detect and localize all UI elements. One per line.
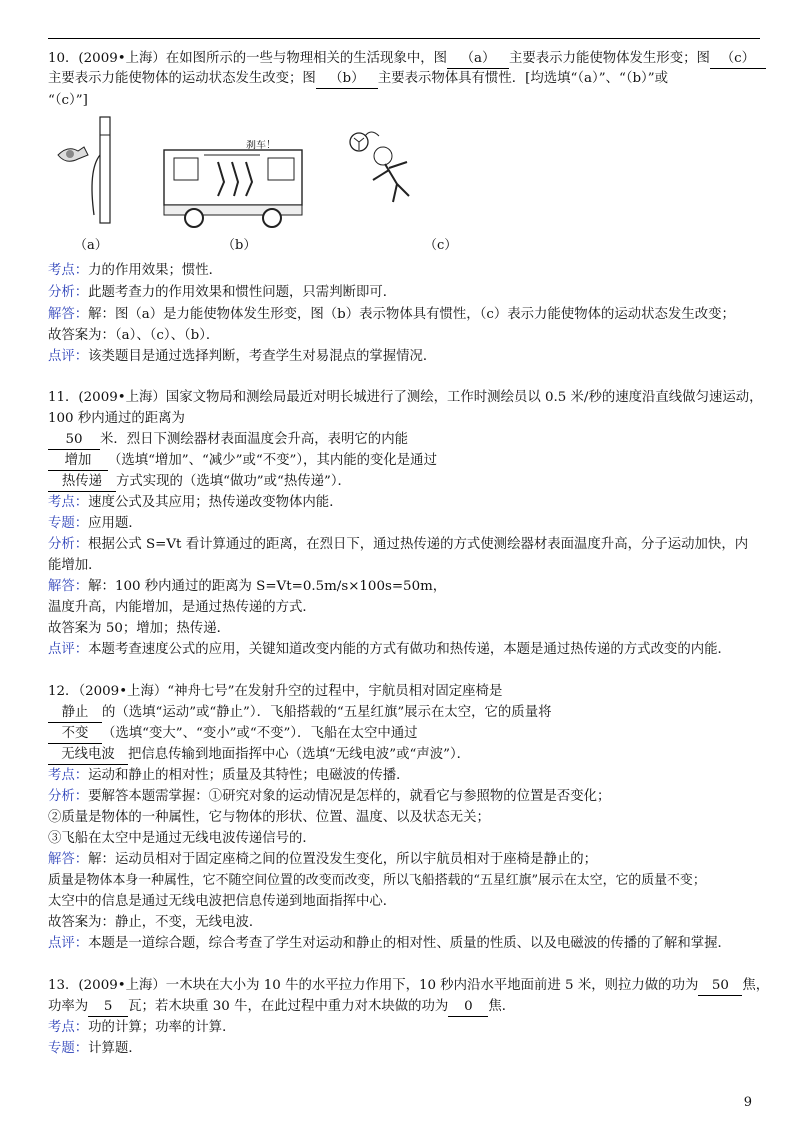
q11-dianping: 点评：本题考查速度公式的应用，关键知道改变内能的方式有做功和热传递，本题是通过热传递的方式改变的内能． [48, 642, 731, 657]
q11-zhuanti: 专题：应用题． [48, 516, 142, 531]
q10-fenxi: 分析：此题考查力的作用效果和惯性问题，只需判断即可． [48, 285, 397, 300]
q12-fenxi-cont2: ③飞船在太空中是通过无线电波传递信号的． [48, 831, 316, 846]
q12-kaodian: 考点：运动和静止的相对性；质量及其特性；电磁波的传播． [48, 768, 410, 783]
answer-blank: （c） [710, 50, 766, 69]
q12-fenxi: 分析：要解答本题需掌握：①研究对象的运动情况是怎样的，就看它与参照物的位置是否变化； [48, 789, 611, 804]
q12-line4: 无线电波 把信息传输到地面指挥中心（选填“无线电波”或“声波”）． [48, 746, 470, 765]
q11-line3: 50 米．烈日下测绘器材表面温度会升高，表明它的内能 [48, 431, 408, 450]
answer-blank: 静止 [48, 704, 102, 723]
top-rule [48, 38, 760, 39]
q12-jieda: 解答：解：运动员相对于固定座椅之间的位置没发生变化，所以宇航员相对于座椅是静止的； [48, 852, 598, 867]
q11-kaodian: 考点：速度公式及其应用；热传递改变物体内能． [48, 495, 343, 510]
q12-answer: 故答案为：静止，不变，无线电波． [48, 915, 263, 930]
q10-line2: 主要表示力能使物体的运动状态发生改变；图 （b） 主要表示物体具有惯性．[均选填“（a）”、“（b）”或 [48, 70, 668, 89]
answer-blank: 增加 [48, 452, 108, 471]
q11-fenxi-cont: 能增加． [48, 558, 102, 573]
q11-line1: 11．(2009•上海）国家文物局和测绘局最近对明长城进行了测绘，工作时测绘员以 0.5 米/秒的速度沿直线做匀速运动， [48, 390, 763, 405]
answer-blank: （b） [316, 70, 378, 89]
q11-jieda: 解答：解：100 秒内通过的距离为 S=Vt=0.5m/s×100s=50m， [48, 579, 447, 594]
q13-kaodian: 考点：功的计算；功率的计算． [48, 1020, 236, 1035]
q11-line2: 100 秒内通过的距离为 [48, 411, 185, 426]
figure-c-heading-ball-image [345, 118, 445, 218]
answer-blank: 5 [88, 998, 128, 1017]
figure-a-label: （a） [74, 238, 108, 253]
answer-blank: 无线电波 [48, 746, 128, 765]
q11-line4: 增加 （选填“增加”、“减少”或“不变”），其内能的变化是通过 [48, 452, 437, 471]
answer-blank: 50 [698, 977, 742, 996]
q12-dianping: 点评：本题是一道综合题，综合考查了学生对运动和静止的相对性、质量的性质、以及电磁波的传播的了解和掌握． [48, 936, 731, 951]
q12-jieda-cont2: 太空中的信息是通过无线电波把信息传递到地面指挥中心． [48, 894, 397, 909]
q10-jieda: 解答：解：图（a）是力能使物体发生形变，图（b）表示物体具有惯性，（c）表示力能使物体的运动状态发生改变； [48, 307, 735, 322]
answer-blank: 热传递 [48, 473, 116, 492]
q11-jieda-cont: 温度升高，内能增加，是通过热传递的方式． [48, 600, 316, 615]
q11-fenxi: 分析：根据公式 S=Vt 看计算通过的距离，在烈日下，通过热传递的方式使测绘器材表面温度升高，分子运动加快，内 [48, 537, 749, 552]
q11-answer: 故答案为 50；增加；热传递． [48, 621, 230, 636]
answer-blank: （a） [447, 50, 509, 69]
brake-text: 刹车！ [246, 140, 276, 151]
q10-answer: 故答案为：（a）、（c）、（b）． [48, 328, 220, 343]
q13-zhuanti: 专题：计算题． [48, 1041, 142, 1056]
figure-b-label: （b） [222, 238, 257, 253]
figure-b-bus-braking-image [160, 140, 310, 230]
q12-fenxi-cont1: ②质量是物体的一种属性，它与物体的形状、位置、温度、以及状态无关； [48, 810, 490, 825]
q12-line2: 静止 的（选填“运动”或“静止”）．飞船搭载的“五星红旗”展示在太空，它的质量将 [48, 704, 551, 723]
q13-line2: 功率为 5 瓦；若木块重 30 牛，在此过程中重力对木块做的功为 0 焦． [48, 998, 515, 1017]
q10-dianping: 点评：该类题目是通过选择判断，考查学生对易混点的掌握情况． [48, 349, 437, 364]
q12-jieda-cont1: 质量是物体本身一种属性，它不随空间位置的改变而改变，所以飞船搭载的“五星红旗”展示在太空，它的质量不变； [48, 873, 706, 888]
q12-line1: 12．（2009•上海）“神舟七号”在发射升空的过程中，宇航员相对固定座椅是 [48, 684, 503, 699]
answer-blank: 不变 [48, 725, 102, 744]
figure-c-label: （c） [424, 238, 458, 253]
q12-line3: 不变 （选填“变大”、“变小”或“不变”）．飞船在太空中通过 [48, 725, 418, 744]
answer-blank: 50 [48, 431, 100, 450]
q10-line1: 10．(2009•上海）在如图所示的一些与物理相关的生活现象中，图 （a） 主要表示力能使物体发生形变；图 （c） [48, 50, 766, 69]
q10-line3: “（c）”] [48, 93, 88, 108]
q10-kaodian: 考点：力的作用效果；惯性． [48, 263, 223, 278]
q11-line5: 热传递 方式实现的（选填“做功”或“热传递”）． [48, 473, 351, 492]
figure-a-bent-stick-image [48, 115, 128, 227]
page-number: 9 [743, 1095, 752, 1110]
q13-line1: 13．(2009•上海）一木块在大小为 10 牛的水平拉力作用下，10 秒内沿水平地面前进 5 米，则拉力做的功为 50 焦， [48, 977, 769, 996]
answer-blank: 0 [448, 998, 488, 1017]
